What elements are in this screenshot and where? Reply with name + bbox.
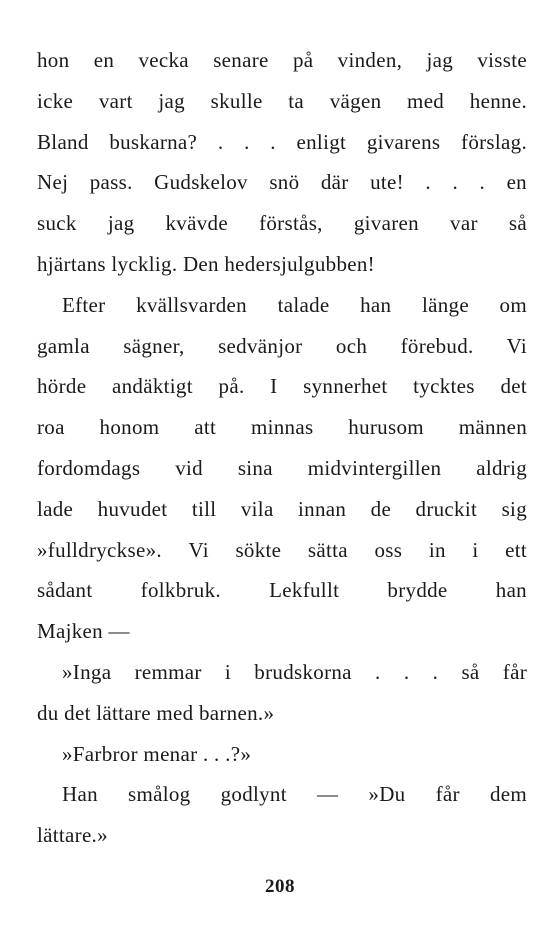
text-line: hon en vecka senare på vinden, jag visste bbox=[37, 48, 527, 72]
text-line: gamla sägner, sedvänjor och förebud. Vi bbox=[37, 333, 527, 358]
text-line: Bland buskarna? . . . enligt givarens förslag. bbox=[37, 129, 527, 154]
paragraph-start-line: Efter kvällsvarden talade han länge om bbox=[62, 292, 527, 317]
body-text bbox=[37, 40, 527, 856]
text-line: Nej pass. Gudskelov snö där ute! . . . en bbox=[37, 170, 527, 195]
text-line: roa honom att minnas hurusom männen bbox=[37, 415, 527, 440]
text-line: lade huvudet till vila innan de druckit sig bbox=[37, 496, 527, 521]
paragraph-start-line: »Inga remmar i brudskorna . . . så får bbox=[62, 659, 527, 684]
text-line: sådant folkbruk. Lekfullt brydde han bbox=[37, 578, 527, 603]
text-line: »fulldrycksе». Vi sökte sätta oss in i ett bbox=[37, 537, 527, 562]
text-line: hjärtans lycklig. Den hedersjulgubben! bbox=[37, 251, 375, 276]
text-line: du det lättare med barnen.» bbox=[37, 700, 275, 725]
text-line: suck jag kvävde förstås, givaren var så bbox=[37, 211, 527, 236]
text-line: lättare.» bbox=[37, 823, 108, 848]
page-number: 208 bbox=[265, 876, 295, 897]
paragraph-start-line: Han smålog godlynt — »Du får dem bbox=[62, 782, 527, 807]
text-line: hörde andäktigt på. I synnerhet tycktes det bbox=[37, 374, 527, 399]
paragraph-start-line: »Farbror menar . . .?» bbox=[62, 741, 252, 766]
text-line: icke vart jag skulle ta vägen med henne. bbox=[37, 88, 527, 113]
text-line: fordomdags vid sina midvintergillen aldrig bbox=[37, 455, 527, 480]
text-line: Majken — bbox=[37, 619, 130, 644]
